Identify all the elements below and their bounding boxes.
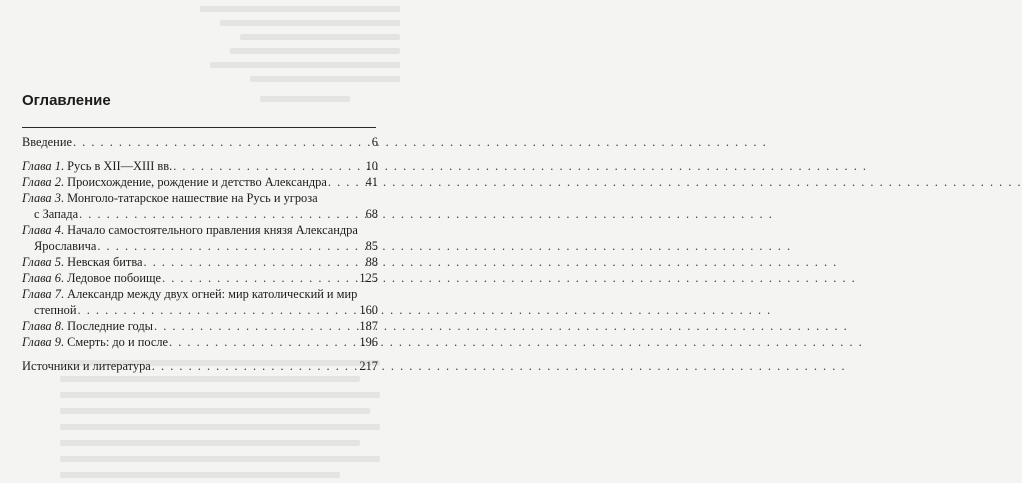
toc-page-number: 6 [371,135,378,149]
toc-leader-dots [328,174,365,190]
chapter-prefix: Глава 8 [22,319,61,333]
toc-entry-chapter-9[interactable]: Глава 9. Смерть: до и после . . . 196 [22,334,378,350]
chapter-title-line2: Ярославича [34,239,97,253]
chapter-title: Русь в XII—XIII вв. [67,159,173,173]
toc-leader-dots [154,318,358,334]
toc-page-number: 196 [359,335,378,349]
toc-entry-chapter-1[interactable]: Глава 1. Русь в XII—XIII вв. . . . 10 [22,158,378,174]
chapter-title: Ледовое побоище [67,271,161,285]
toc-leader-dots [173,158,364,174]
chapter-prefix: Глава 4 [22,223,61,237]
toc-leader-dots [73,134,371,150]
toc-rule [22,127,376,128]
chapter-title-line1: Начало самостоятельного правления князя Александра [67,223,358,237]
chapter-prefix: Глава 6 [22,271,61,285]
chapter-title-line2: степной [34,303,77,317]
toc-leader-dots [162,270,358,286]
toc-entry-sources[interactable] [22,358,378,374]
toc-title: Оглавление [22,92,111,109]
chapter-title: Смерть: до и после [67,335,169,349]
chapter-prefix: Глава 7 [22,287,61,301]
toc-leader-dots [169,334,358,350]
chapter-prefix: Глава 2 [22,175,61,189]
toc-entry-chapter-5[interactable]: Глава 5. Невская битва . . . 88 [22,254,378,270]
toc-page-number: 125 [359,271,378,285]
toc-entry-chapter-7[interactable]: Глава 7. Александр между двух огней: мир католический и мир степной . . . 160 [22,286,378,318]
chapter-title: Происхождение, рождение и детство Александра [67,175,327,189]
toc-entry-chapter-8[interactable]: Глава 8. Последние годы . . . 187 [22,318,378,334]
table-of-contents [22,92,378,374]
toc-leader-dots [152,358,359,374]
toc-leader-dots [97,238,364,254]
chapter-title: Невская битва [67,255,143,269]
toc-entry-chapter-2[interactable]: Глава 2. Происхождение, рождение и детство Александра . . . 41 [22,174,378,190]
toc-entry-chapter-6[interactable]: Глава 6. Ледовое побоище . . . 125 [22,270,378,286]
toc-page-number: 160 [359,303,378,317]
toc-leader-dots [78,302,359,318]
chapter-prefix: Глава 1 [22,159,61,173]
toc-page-number: 41 [365,175,378,189]
toc-leader-dots [79,206,365,222]
toc-entry-chapter-4[interactable]: Глава 4. Начало самостоятельного правления князя Александра Ярославича . . . 85 [22,222,378,254]
toc-page-number: 217 [359,359,378,373]
toc-entry-chapter-3[interactable]: Глава 3. Монголо-татарское нашествие на Русь и угроза с Запада . . . 68 [22,190,378,222]
toc-entry-label: Источники и литература [22,359,151,373]
toc-page-number: 187 [359,319,378,333]
chapter-prefix: Глава 5 [22,255,61,269]
chapter-prefix: Глава 3 [22,191,61,205]
chapter-title-line1: Монголо-татарское нашествие на Русь и угроза [67,191,318,205]
toc-leader-dots [144,254,365,270]
toc-page-number: 10 [365,159,378,173]
chapter-prefix: Глава 9 [22,335,61,349]
chapter-title: Последние годы [67,319,153,333]
toc-entry-intro[interactable] [22,134,378,150]
toc-page-number: 88 [365,255,378,269]
toc-page-number: 85 [365,239,378,253]
toc-entry-label: Введение [22,135,72,149]
toc-page-number: 68 [365,207,378,221]
chapter-title-line2: с Запада [34,207,79,221]
chapter-title-line1: Александр между двух огней: мир католический и мир [67,287,358,301]
